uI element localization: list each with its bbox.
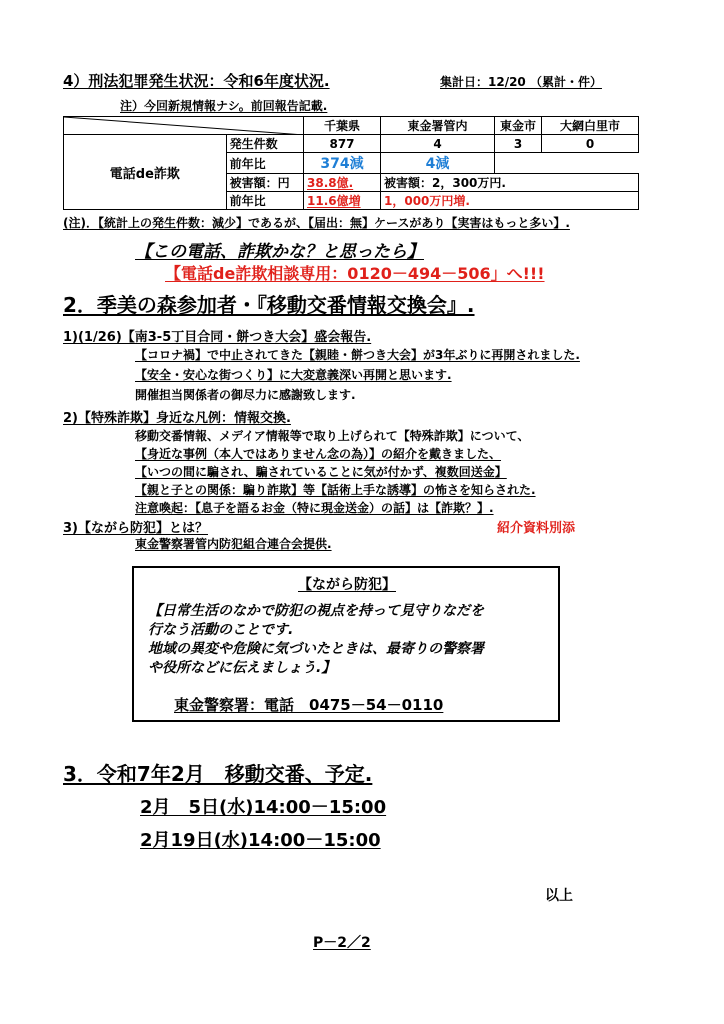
yoy-chiba: 374減	[304, 153, 381, 174]
row-label: 前年比	[226, 192, 303, 210]
count-togane-area: 4	[381, 135, 495, 153]
section2-title: 2．季美の森参加者・『移動交番情報交換会』.	[63, 293, 475, 317]
empty-cell	[495, 153, 639, 174]
item3-title: 3)【ながら防犯】とは？	[63, 521, 208, 536]
summary-date: 集計日：12/20 （累計・件）	[440, 75, 602, 89]
section4-title: 4）刑法犯罪発生状況：令和6年度状況.	[63, 72, 330, 90]
header-chiba: 千葉県	[304, 117, 381, 135]
header-oami: 大網白里市	[542, 117, 639, 135]
count-togane-city: 3	[495, 135, 542, 153]
box-line: 地域の異変や危険に気づいたときは、最寄りの警察署	[148, 641, 484, 657]
attachment-note: 紹介資料別添	[497, 521, 576, 536]
damage-yoy-chiba: 11.6億増	[304, 192, 381, 210]
callout-question: 【この電話、詐欺かな？と思ったら】	[135, 242, 424, 262]
item2-line: 注意喚起：【息子を語るお金（特に現金送金）の話】は【詐欺？】.	[135, 501, 494, 515]
header-togane-area: 東金署管内	[381, 117, 495, 135]
schedule-date: 2月19日(水)14:00－15:00	[140, 830, 381, 851]
item3-line: 東金警察署管内防犯組合連合会提供.	[135, 537, 332, 551]
box-line: 【日常生活のなかで防犯の視点を持って見守りなだを	[148, 603, 484, 619]
damage-yoy-togane: 1，000万円増.	[381, 192, 639, 210]
header-togane-city: 東金市	[495, 117, 542, 135]
nagara-bouhan-box	[132, 566, 560, 722]
closing-text: 以上	[545, 888, 573, 904]
count-chiba: 877	[304, 135, 381, 153]
box-title: 【ながら防犯】	[298, 577, 396, 593]
damage-chiba: 38.8億.	[304, 174, 381, 192]
box-line: や役所などに伝えましょう.】	[148, 660, 336, 676]
callout-hotline: 【電話de詐欺相談専用：0120－494－506」へ!!!	[165, 264, 545, 283]
section3-title: 3．令和7年2月 移動交番、予定.	[63, 762, 373, 786]
yoy-togane-area: 4減	[381, 153, 495, 174]
item2-line: 【親と子との関係：騙り詐欺】等【話術上手な誘導】の怖さを知らされた.	[135, 483, 536, 497]
count-oami: 0	[542, 135, 639, 153]
row-label: 被害額：円	[226, 174, 303, 192]
row-label: 発生件数	[226, 135, 303, 153]
section4-note: 注）今回新規情報ナシ。前回報告記載.	[120, 99, 328, 113]
row-label: 前年比	[226, 153, 303, 174]
item2-line: 移動交番情報、メデイア情報等で取り上げられて【特殊詐欺】について、	[135, 429, 530, 443]
item2-line: 【いつの間に騙され、騙されていることに気が付かず、複数回送金】	[135, 465, 507, 479]
category-cell: 電話de詐欺	[64, 135, 227, 210]
item2-title: 2)【特殊詐欺】身近な凡例：情報交換.	[63, 411, 291, 426]
table-row	[64, 135, 639, 153]
page-number: P－2／2	[313, 935, 371, 951]
crime-stats-table	[63, 116, 639, 210]
stats-footnote: (注)．【統計上の発生件数：減少】であるが、【届出：無】ケースがあり【実害はもっと多い】.	[63, 216, 570, 230]
box-phone: 東金警察署：電話 0475－54－0110	[174, 696, 444, 714]
schedule-date: 2月 5日(水)14:00－15:00	[140, 797, 387, 818]
item1-line: 開催担当関係者の御尽力に感謝致します.	[135, 388, 356, 402]
box-line: 行なう活動のことです.	[148, 622, 294, 638]
table-corner-cell	[64, 117, 304, 135]
item1-line: 【コロナ禍】で中止されてきた【親睦・餅つき大会】が3年ぶりに再開されました.	[135, 348, 580, 362]
diagonal-line	[64, 117, 304, 135]
item1-line: 【安全・安心な街つくり】に大変意義深い再開と思います.	[135, 368, 452, 382]
item2-line: 【身近な事例（本人ではありません念の為）】の紹介を戴きました、	[135, 447, 502, 461]
table-header-row	[64, 117, 639, 135]
damage-togane: 被害額：2，300万円.	[381, 174, 639, 192]
item1-title: 1)(1/26)【南3-5丁目合同・餅つき大会】盛会報告.	[63, 330, 372, 345]
